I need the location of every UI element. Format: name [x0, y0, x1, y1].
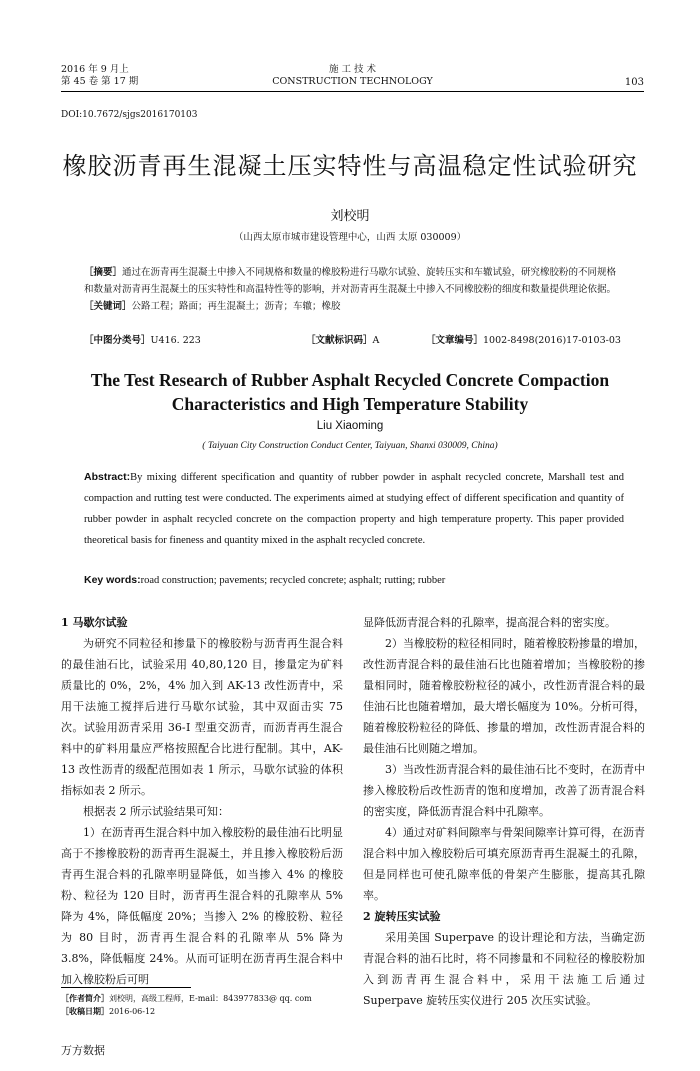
journal-name	[61, 64, 644, 88]
footnote-received-label: ［收稿日期］	[61, 1006, 109, 1016]
author-cn: 刘校明	[330, 209, 370, 224]
abstract-cn-label: ［摘要］	[84, 267, 123, 278]
doi: DOI:10.7672/sjgs2016170103	[61, 110, 198, 120]
keywords-en-label: Key words:	[84, 574, 141, 586]
footnote-author-label: ［作者简介］	[61, 993, 109, 1003]
paragraph: 4）通过对矿料间隙率与骨架间隙率计算可得，在沥青混合料中加入橡胶粉后可填充原沥青再生混凝土的孔隙，但是同样也可使孔隙率低的骨架产生膨胀，提高其孔隙率。	[363, 826, 645, 902]
abstract-en-label: Abstract:	[84, 471, 131, 483]
abstract-cn-text: 通过在沥青再生混凝土中掺入不同规格和数量的橡胶粉进行马歇尔试验、旋转压实和车辙试验，研究橡胶粉的不同规格和数量对沥青再生混凝土的压实特性和高温特性等的影响，并对沥青再生混凝土中掺入不同橡胶粉的细度和数量提供理论依据。	[84, 267, 617, 295]
keywords-en: road construction; pavements; recycled concrete; asphalt; rutting; rubber	[140, 575, 446, 586]
paragraph: 根据表 2 所示试验结果可知：	[83, 805, 229, 818]
doc-code-field	[306, 332, 379, 346]
abstract-cn-body	[84, 264, 624, 298]
header-rule	[61, 91, 644, 92]
footnote-received-text: 2016-06-12	[109, 1007, 156, 1016]
abstract-en-text: By mixing different specification and quantity of rubber powder in asphalt recycled concrete, Marshall test and compaction and rutting test were conducted. The experiments aimed at studying effect of different specification and quantity of rubber powder in asphalt recycled concrete on the compaction property and high temperature property. This paper provided theoretical basis for fineness and quantity mixed in the asphalt recycled concrete.	[84, 472, 624, 546]
doc-code-label: ［文献标识码］	[306, 335, 373, 346]
keywords-en-row	[84, 574, 624, 586]
section-heading-marshall: 1 马歇尔试验	[61, 616, 128, 629]
title-en: The Test Research of Rubber Asphalt Recycled Concrete Compaction Characteristics and High Temperature Stability	[90, 370, 610, 414]
footnote-rule	[61, 987, 191, 988]
page-number: 103	[624, 77, 644, 88]
issue-volume: 第 45 卷 第 17 期	[61, 76, 139, 87]
paragraph: 3）当改性沥青混合料的最佳油石比不变时，在沥青中掺入橡胶粉后改性沥青的饱和度增加，改善了沥青混合料的密实度，降低沥青混合料中孔隙率。	[363, 763, 645, 818]
clc-value: U416. 223	[150, 335, 201, 346]
footnote-author-text: 刘校明，高级工程师，E-mail：843977833@ qq. com	[109, 994, 312, 1003]
body-column-right	[363, 612, 645, 1011]
abstract-en	[84, 467, 624, 551]
author-en: Liu Xiaoming	[316, 420, 384, 432]
article-no-label: ［文章编号］	[426, 335, 484, 346]
abstract-cn	[84, 264, 624, 315]
article-no-value: 1002-8498(2016)17-0103-03	[483, 335, 621, 346]
issue-date: 2016 年 9 月上	[61, 64, 129, 75]
footnote-received	[61, 1005, 312, 1018]
body-column-left	[61, 612, 343, 990]
footnote-author	[61, 992, 312, 1005]
paragraph: 2）当橡胶粉的粒径相同时，随着橡胶粉掺量的增加，改性沥青混合料的最佳油石比也随着增加；当橡胶粉的掺量相同时，随着橡胶粉粒径的减小，改性沥青混合料的最佳油石比也随着增加，最大增长幅度为 10%。分析可得，随着橡胶粉粒径的降低、掺量的增加，改性沥青混合料的最佳油石比则随之增加。	[363, 637, 645, 755]
footnote	[61, 992, 312, 1018]
journal-name-en: CONSTRUCTION TECHNOLOGY	[272, 76, 433, 87]
paragraph: 1）在沥青再生混合料中加入橡胶粉的最佳油石比明显高于不掺橡胶粉的沥青再生混凝土，并且掺入橡胶粉后沥青再生混合料的孔隙率明显降低，如当掺入 4% 的橡胶粉、粒径为 120 目时，沥青再生混合料的孔隙率从 5% 降为 4%，降低幅度 20%；当掺入 2% 的橡胶粉、粒径为 80 目时，沥青再生混合料的孔隙率从 5% 降为 3.8%，降低幅度 24%。从而可证明在沥青再生混合料中加入橡胶粉后可明	[61, 826, 343, 986]
paragraph: 显降低沥青混合料的孔隙率，提高混合料的密实度。	[363, 616, 616, 629]
affiliation-cn: （山西太原市城市建设管理中心，山西 太原 030009）	[233, 232, 467, 243]
clc-field	[84, 332, 201, 346]
paragraph: 为研究不同粒径和掺量下的橡胶粉与沥青再生混合料的最佳油石比，试验采用 40,80,120 目，掺量定为矿料质量比的 0%，2%，4% 加入到 AK-13 改性沥青中，采用干法施工搅拌后进行马歇尔试验，其中双面击实 75 次。试验用沥青采用 36-Ⅰ 型重交沥青，而沥青再生混合料中的矿料用量应严格按照配合比进行配制。其中，AK-13 改性沥青的级配范围如表 1 所示，马歇尔试验的体积指标如表 2 所示。	[61, 637, 343, 797]
title-cn: 橡胶沥青再生混凝土压实特性与高温稳定性试验研究	[62, 152, 638, 180]
clc-label: ［中图分类号］	[84, 335, 151, 346]
journal-name-cn: 施 工 技 术	[328, 64, 377, 75]
paragraph: 采用美国 Superpave 的设计理论和方法，当确定沥青混合料的油石比时，将不同掺量和不同粒径的橡胶粉加入到沥青再生混合料中，采用干法施工后通过 Superpave 旋转压实仪进行 205 次压实试验。	[363, 931, 645, 1007]
wanfang-watermark: 万方数据	[61, 1044, 105, 1057]
affiliation-en: ( Taiyuan City Construction Conduct Center, Taiyuan, Shanxi 030009, China)	[202, 441, 498, 451]
doc-code-value: A	[372, 335, 380, 346]
article-no-field	[426, 332, 621, 346]
section-heading-gyratory: 2 旋转压实试验	[363, 910, 441, 923]
keywords-cn-row	[84, 298, 624, 315]
keywords-cn-label: ［关键词］	[84, 301, 132, 312]
running-header	[61, 64, 644, 94]
keywords-cn: 公路工程；路面；再生混凝土；沥青；车辙；橡胶	[131, 301, 341, 312]
